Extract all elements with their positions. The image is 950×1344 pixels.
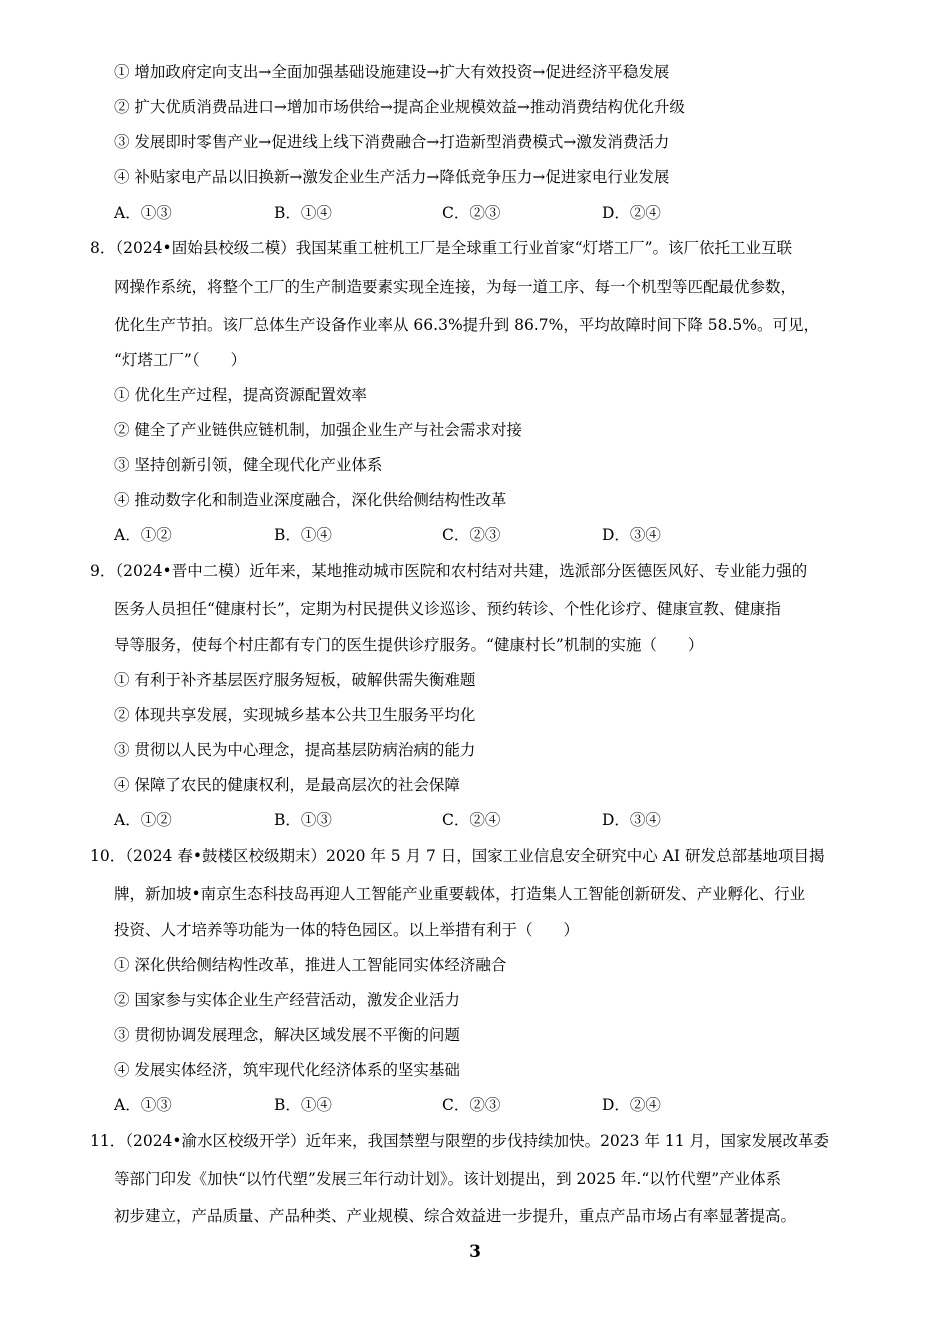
q9-statement-1: ① 有利于补齐基层医疗服务短板，破解供需失衡难题	[114, 671, 476, 689]
option-d: D．③④	[602, 526, 661, 544]
option-a: A．①②	[114, 811, 172, 829]
q7-statement-2: ② 扩大优质消费品进口→增加市场供给→提高企业规模效益→推动消费结构优化升级	[114, 98, 685, 116]
q8-stem-line-2: 网操作系统，将整个工厂的生产制造要素实现全连接，为每一道工序、每一个机型等匹配最优参数，	[114, 278, 797, 296]
q8-options	[114, 524, 814, 546]
q11-stem-line-3: 初步建立，产品质量、产品种类、产业规模、综合效益进一步提升，重点产品市场占有率显著提高。	[114, 1207, 797, 1225]
option-a: A．①②	[114, 526, 172, 544]
q7-statement-3: ③ 发展即时零售产业→促进线上线下消费融合→打造新型消费模式→激发消费活力	[114, 133, 670, 151]
option-c: C．②③	[442, 1096, 501, 1114]
q9-statement-3: ③ 贯彻以人民为中心理念，提高基层防病治病的能力	[114, 741, 476, 759]
option-d: D．②④	[602, 1096, 661, 1114]
q11-stem-line-2: 等部门印发《加快“以竹代塑”发展三年行动计划》。该计划提出，到 2025 年.“以竹代塑”产业体系	[114, 1170, 782, 1188]
q9-options	[114, 809, 814, 831]
option-b: B．①③	[274, 811, 332, 829]
q8-stem-line-4: “灯塔工厂”（ ）	[114, 351, 247, 369]
q8-stem-line-3: 优化生产节拍。该厂总体生产设备作业率从 66.3%提升到 86.7%，平均故障时间下降 58.5%。可见，	[114, 316, 820, 334]
option-c: C．②③	[442, 204, 501, 222]
option-b: B．①④	[274, 204, 332, 222]
option-a: A．①③	[114, 1096, 172, 1114]
q8-statement-2: ② 健全了产业链供应链机制，加强企业生产与社会需求对接	[114, 421, 522, 439]
option-b: B．①④	[274, 526, 332, 544]
q10-statement-4: ④ 发展实体经济，筑牢现代化经济体系的坚实基础	[114, 1061, 460, 1079]
q9-stem-line-3: 导等服务，使每个村庄都有专门的医生提供诊疗服务。“健康村长”机制的实施（ ）	[114, 636, 704, 654]
q8-statement-4: ④ 推动数字化和制造业深度融合，深化供给侧结构性改革	[114, 491, 507, 509]
option-b: B．①④	[274, 1096, 332, 1114]
q10-stem-line-3: 投资、人才培养等功能为一体的特色园区。以上举措有利于（ ）	[114, 921, 580, 939]
option-d: D．②④	[602, 204, 661, 222]
option-c: C．②④	[442, 811, 501, 829]
q8-stem-line-1: 8．（2024•固始县校级二模）我国某重工桩机工厂是全球重工行业首家“灯塔工厂”。该厂依托工业互联	[90, 239, 793, 257]
q8-statement-3: ③ 坚持创新引领，健全现代化产业体系	[114, 456, 383, 474]
q10-options	[114, 1094, 814, 1116]
q10-statement-1: ① 深化供给侧结构性改革，推进人工智能同实体经济融合	[114, 956, 507, 974]
q11-stem-line-1: 11．（2024•渝水区校级开学）近年来，我国禁塑与限塑的步伐持续加快。2023 年 11 月，国家发展改革委	[90, 1132, 830, 1150]
option-c: C．②③	[442, 526, 501, 544]
page-number: 3	[469, 1242, 481, 1262]
q9-stem-line-2: 医务人员担任“健康村长”，定期为村民提供义诊巡诊、预约转诊、个性化诊疗、健康宣教、健康指	[114, 600, 781, 618]
q9-statement-4: ④ 保障了农民的健康权利，是最高层次的社会保障	[114, 776, 460, 794]
q7-statement-4: ④ 补贴家电产品以旧换新→激发企业生产活力→降低竞争压力→促进家电行业发展	[114, 168, 670, 186]
q10-statement-3: ③ 贯彻协调发展理念，解决区域发展不平衡的问题	[114, 1026, 460, 1044]
q10-stem-line-1: 10．（2024 春•鼓楼区校级期末）2020 年 5 月 7 日，国家工业信息安全研究中心 AI 研发总部基地项目揭	[90, 847, 825, 865]
q9-stem-line-1: 9．（2024•晋中二模）近年来，某地推动城市医院和农村结对共建，选派部分医德医风好、专业能力强的	[90, 562, 808, 580]
q10-stem-line-2: 牌，新加坡•南京生态科技岛再迎人工智能产业重要载体，打造集人工智能创新研发、产业孵化、行业	[114, 885, 806, 903]
q8-statement-1: ① 优化生产过程，提高资源配置效率	[114, 386, 367, 404]
option-a: A．①③	[114, 204, 172, 222]
q9-statement-2: ② 体现共享发展，实现城乡基本公共卫生服务平均化	[114, 706, 476, 724]
q7-statement-1: ① 增加政府定向支出→全面加强基础设施建设→扩大有效投资→促进经济平稳发展	[114, 63, 670, 81]
option-d: D．③④	[602, 811, 661, 829]
q7-options	[114, 202, 814, 224]
q10-statement-2: ② 国家参与实体企业生产经营活动，激发企业活力	[114, 991, 460, 1009]
